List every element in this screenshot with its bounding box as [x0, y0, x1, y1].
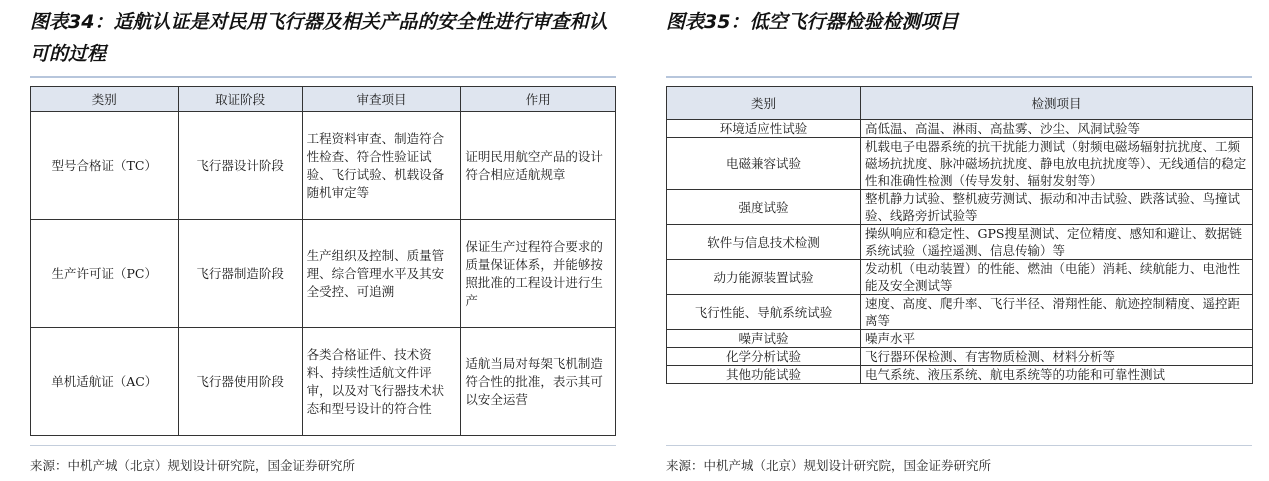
- test-items-cell: 噪声水平: [861, 330, 1253, 348]
- test-items-cell: 飞行器环保检测、有害物质检测、材料分析等: [861, 348, 1253, 366]
- figure-35-source-note: 来源：中机产城（北京）规划设计研究院，国金证券研究所: [666, 458, 992, 473]
- column-header-category: 类别: [31, 87, 179, 112]
- category-cell: 化学分析试验: [667, 348, 861, 366]
- purpose-cell: 适航当局对每架飞机制造符合性的批准，表示其可以安全运营: [461, 328, 616, 436]
- figure-34-bottom-rule: [30, 445, 616, 446]
- test-items-cell: 机载电子电器系统的抗干扰能力测试（射频电磁场辐射抗扰度、工频磁场抗扰度、脉冲磁场抗扰度、静电放电抗扰度等）、无线通信的稳定性和准确性检测（传导发射、辐射发射等）: [861, 138, 1253, 190]
- test-items-cell: 电气系统、液压系统、航电系统等的功能和可靠性测试: [861, 366, 1253, 384]
- purpose-cell: 证明民用航空产品的设计符合相应适航规章: [461, 112, 616, 220]
- column-header-category: 类别: [667, 87, 861, 120]
- table-row: [667, 295, 1253, 330]
- category-cell: 飞行性能、导航系统试验: [667, 295, 861, 330]
- figure-35-title: 图表35：低空飞行器检验检测项目: [666, 11, 959, 33]
- stage-cell: 飞行器制造阶段: [178, 220, 302, 328]
- table-row: [667, 138, 1253, 190]
- category-cell: 其他功能试验: [667, 366, 861, 384]
- column-header-review-items: 审查项目: [302, 87, 461, 112]
- table-row: [31, 112, 616, 220]
- category-cell: 动力能源装置试验: [667, 260, 861, 295]
- table-row: [667, 190, 1253, 225]
- figure-34-panel: [30, 0, 616, 436]
- table-row: [667, 260, 1253, 295]
- stage-cell: 飞行器设计阶段: [178, 112, 302, 220]
- table-row: [667, 120, 1253, 138]
- figure-35-panel: [666, 0, 1252, 384]
- table-row: [667, 225, 1253, 260]
- category-cell: 软件与信息技术检测: [667, 225, 861, 260]
- category-cell: 噪声试验: [667, 330, 861, 348]
- review-items-cell: 生产组织及控制、质量管理、综合管理水平及其安全受控、可追溯: [302, 220, 461, 328]
- review-items-cell: 工程资料审查、制造符合性检查、符合性验证试验、飞行试验、机载设备随机审定等: [302, 112, 461, 220]
- test-items-cell: 速度、高度、爬升率、飞行半径、滑翔性能、航迹控制精度、遥控距离等: [861, 295, 1253, 330]
- column-header-stage: 取证阶段: [178, 87, 302, 112]
- category-cell: 型号合格证（TC）: [31, 112, 179, 220]
- category-cell: 强度试验: [667, 190, 861, 225]
- figure-34-title: 图表34：适航认证是对民用飞行器及相关产品的安全性进行审查和认可的过程: [30, 11, 608, 65]
- category-cell: 单机适航证（AC）: [31, 328, 179, 436]
- category-cell: 电磁兼容试验: [667, 138, 861, 190]
- certification-table: [30, 86, 616, 436]
- category-cell: 生产许可证（PC）: [31, 220, 179, 328]
- test-items-cell: 发动机（电动装置）的性能、燃油（电能）消耗、续航能力、电池性能及安全测试等: [861, 260, 1253, 295]
- table-row: [31, 220, 616, 328]
- table-row: [667, 366, 1253, 384]
- table-row: [31, 328, 616, 436]
- table-row: [667, 348, 1253, 366]
- review-items-cell: 各类合格证件、技术资料、持续性适航文件评审，以及对飞行器技术状态和型号设计的符合性: [302, 328, 461, 436]
- table-header-row: [31, 87, 616, 112]
- stage-cell: 飞行器使用阶段: [178, 328, 302, 436]
- column-header-test-items: 检测项目: [861, 87, 1253, 120]
- column-header-purpose: 作用: [461, 87, 616, 112]
- test-items-cell: 高低温、高温、淋雨、高盐雾、沙尘、风洞试验等: [861, 120, 1253, 138]
- category-cell: 环境适应性试验: [667, 120, 861, 138]
- figure-35-bottom-rule: [666, 445, 1252, 446]
- table-row: [667, 330, 1253, 348]
- test-items-cell: 操纵响应和稳定性、GPS搜星测试、定位精度、感知和避让、数据链系统试验（遥控遥测、信息传输）等: [861, 225, 1253, 260]
- test-items-cell: 整机静力试验、整机疲劳测试、振动和冲击试验、跌落试验、鸟撞试验、线路旁折试验等: [861, 190, 1253, 225]
- table-header-row: [667, 87, 1253, 120]
- figure-34-source-note: 来源：中机产城（北京）规划设计研究院，国金证券研究所: [30, 458, 356, 473]
- purpose-cell: 保证生产过程符合要求的质量保证体系，并能够按照批准的工程设计进行生产: [461, 220, 616, 328]
- figure-35-title-rule: [666, 76, 1252, 78]
- inspection-items-table: [666, 86, 1253, 384]
- figure-34-title-rule: [30, 76, 616, 78]
